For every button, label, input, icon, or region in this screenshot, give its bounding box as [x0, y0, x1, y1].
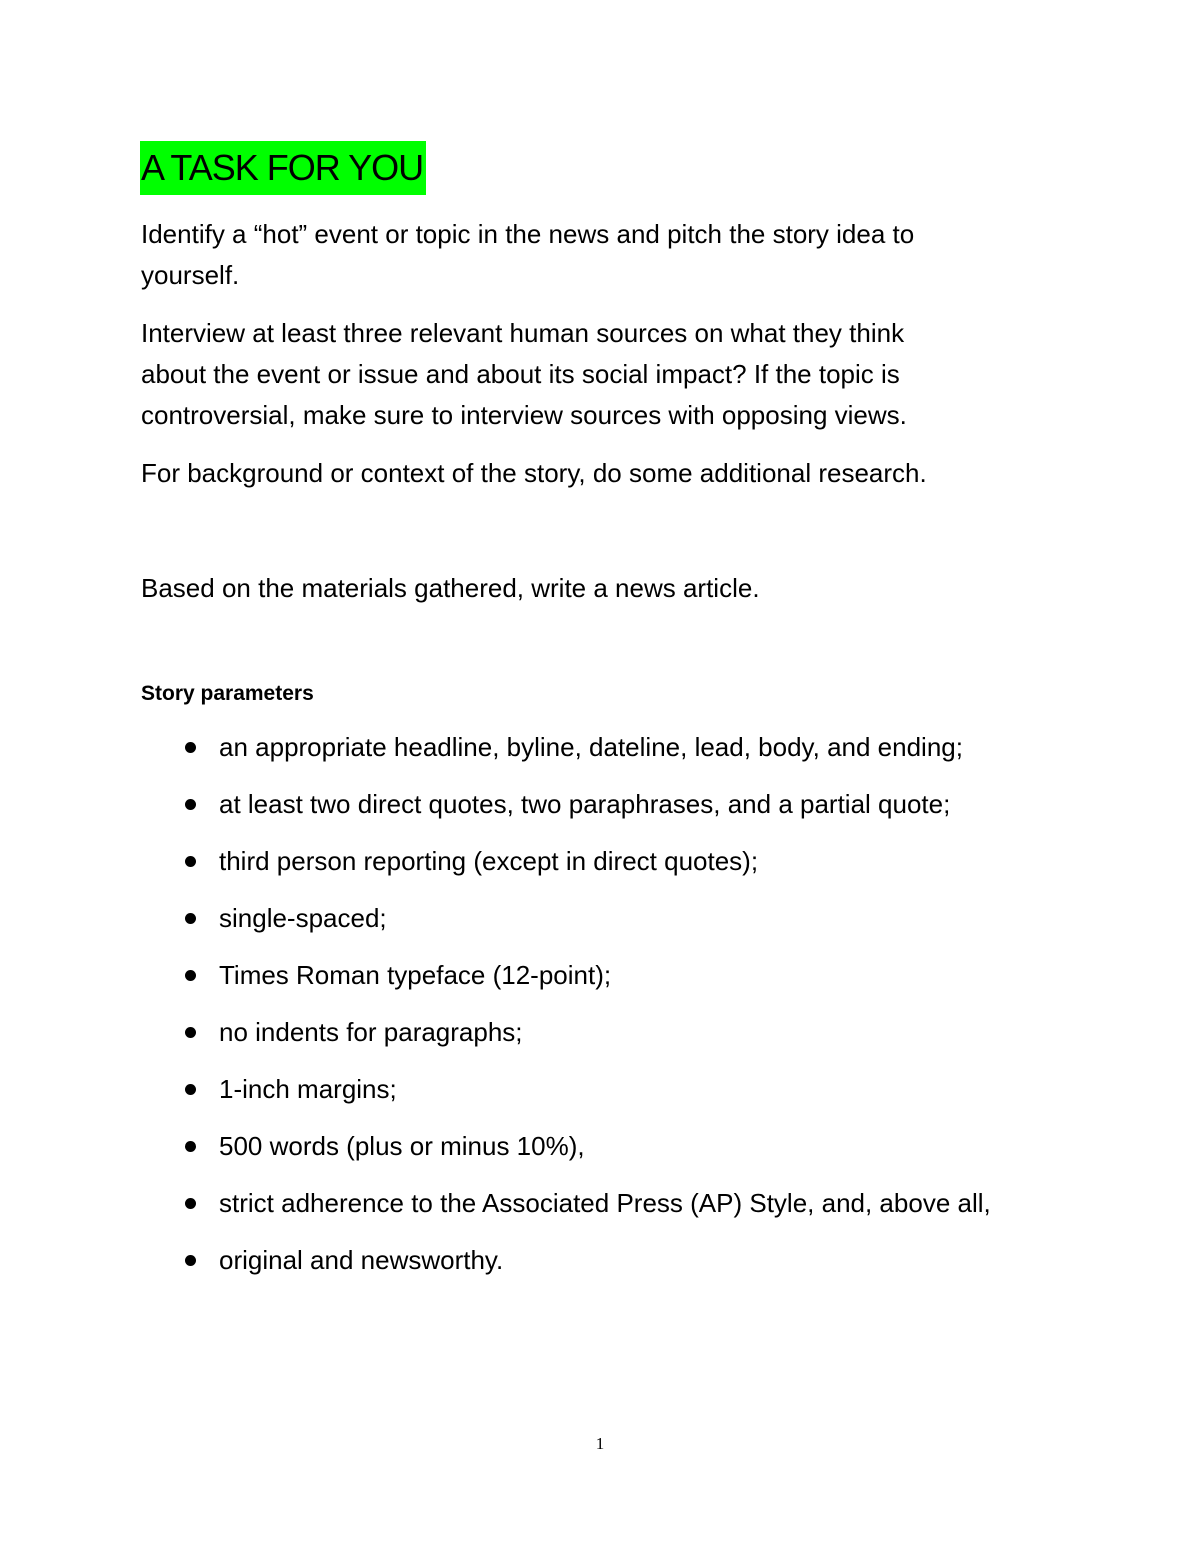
paragraph-line: Identify a “hot” event or topic in the news and pitch the story idea to — [141, 219, 915, 249]
list-item-text: 500 words (plus or minus 10%), — [219, 1131, 585, 1161]
paragraph-line: yourself. — [141, 260, 240, 290]
paragraph-line: For background or context of the story, do some additional research. — [141, 458, 927, 488]
bullet-icon — [185, 1141, 196, 1152]
list-item — [0, 1240, 1200, 1297]
paragraph-identify — [141, 214, 1061, 296]
bullet-icon — [185, 799, 196, 810]
bullet-icon — [185, 913, 196, 924]
list-item — [0, 1012, 1200, 1069]
paragraph-interview — [141, 313, 1061, 436]
bullet-icon — [185, 970, 196, 981]
list-item-text: no indents for paragraphs; — [219, 1017, 523, 1047]
bullet-icon — [185, 1198, 196, 1209]
list-item — [0, 955, 1200, 1012]
story-parameters-list — [0, 727, 1200, 1297]
list-item — [0, 727, 1200, 784]
page-number: 1 — [595, 1434, 605, 1453]
list-item — [0, 841, 1200, 898]
list-item-text: 1-inch margins; — [219, 1074, 397, 1104]
story-parameters-heading: Story parameters — [141, 682, 314, 705]
list-item — [0, 1069, 1200, 1126]
list-item — [0, 1183, 1200, 1240]
bullet-icon — [185, 856, 196, 867]
paragraph-background — [141, 453, 1061, 494]
bullet-icon — [185, 742, 196, 753]
list-item — [0, 784, 1200, 841]
list-item — [0, 898, 1200, 955]
list-item-text: an appropriate headline, byline, dateline, lead, body, and ending; — [219, 732, 963, 762]
page-title: A TASK FOR YOU — [140, 141, 426, 195]
list-item-text: single-spaced; — [219, 903, 387, 933]
paragraph-line: about the event or issue and about its social impact? If the topic is — [141, 359, 900, 389]
bullet-icon — [185, 1027, 196, 1038]
paragraph-line: controversial, make sure to interview sources with opposing views. — [141, 400, 907, 430]
bullet-icon — [185, 1084, 196, 1095]
paragraph-write-article — [141, 568, 1061, 609]
paragraph-line: Interview at least three relevant human sources on what they think — [141, 318, 905, 348]
list-item — [0, 1126, 1200, 1183]
bullet-icon — [185, 1255, 196, 1266]
list-item-text: original and newsworthy. — [219, 1245, 504, 1275]
paragraph-line: Based on the materials gathered, write a news article. — [141, 573, 760, 603]
list-item-text: at least two direct quotes, two paraphrases, and a partial quote; — [219, 789, 951, 819]
list-item-text: Times Roman typeface (12-point); — [219, 960, 612, 990]
title-block — [140, 141, 426, 195]
list-item-text: third person reporting (except in direct quotes); — [219, 846, 759, 876]
list-item-text: strict adherence to the Associated Press (AP) Style, and, above all, — [219, 1188, 991, 1218]
